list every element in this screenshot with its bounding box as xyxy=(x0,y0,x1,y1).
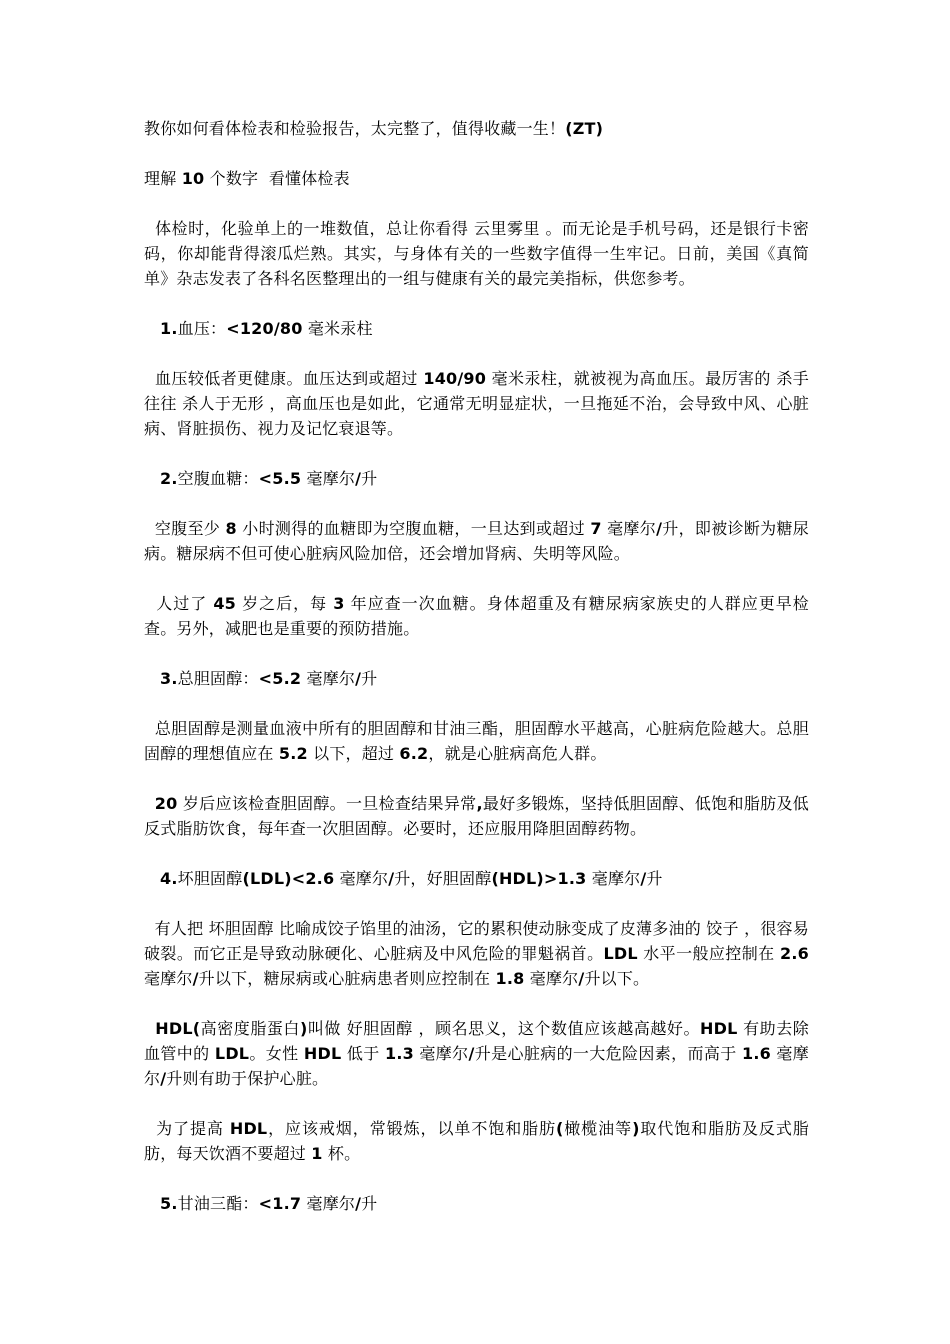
section-3-paragraph-1 xyxy=(144,716,809,766)
section-4-paragraph-3 xyxy=(144,1116,809,1166)
text-run: 毫摩尔 xyxy=(524,969,579,988)
text-run: 升以下。 xyxy=(584,969,650,988)
section-4-paragraph-1 xyxy=(144,916,815,991)
heading-unit: 毫摩尔 xyxy=(301,669,356,688)
text-run: 毫米汞柱，就被视为高血压。最厉害的 杀手 往往 杀人于无形 ，高血压也是如此，它通常无明显症状，一旦拖延不治，会导致中风、心脏病、肾脏损伤、视力及记忆衰退等。 xyxy=(144,369,815,438)
section-number: 1. xyxy=(160,319,178,338)
text-run: 毫摩尔 xyxy=(144,1044,809,1088)
text-run: 血压较低者更健康。血压达到或超过 xyxy=(144,369,424,388)
text-run: 最好多锻炼，坚持低胆固醇、低饱和脂肪及低反式脂肪饮食，每年查一次胆固醇。必要时，还应服用降胆固醇药物。 xyxy=(144,794,809,838)
text-run: 毫摩尔 xyxy=(144,944,815,988)
text-run: 杯。 xyxy=(322,1144,361,1163)
text-run xyxy=(144,794,155,813)
text-run: 橄榄油等 xyxy=(563,1119,633,1138)
section-1-heading xyxy=(144,316,809,341)
document-title xyxy=(144,116,809,141)
value-run: 3 xyxy=(333,594,345,613)
intro-paragraph: 体检时，化验单上的一堆数值，总让你看得 云里雾里 。而无论是手机号码，还是银行卡密码，你却能背得滚瓜烂熟。其实，与身体有关的一些数字值得一生牢记。日前，美国《真简单》杂志发表了各科名医整理出的一组与健康有关的最完美指标，供您参考。 xyxy=(144,219,810,288)
section-number: 5. xyxy=(160,1194,178,1213)
section-5-heading xyxy=(144,1191,809,1216)
title-text: 教你如何看体检表和检验报告，太完整了，值得收藏一生！ xyxy=(144,119,566,138)
value-run: LDL xyxy=(214,1044,250,1063)
slash: / xyxy=(192,969,199,988)
slash: / xyxy=(578,969,585,988)
slash: / xyxy=(355,669,362,688)
text-run: 年应查一次血糖。身体超重及有糖尿病家族史的人群应更早检查。另外，减肥也是重要的预防措施。 xyxy=(144,594,810,638)
heading-text: 升，好胆固醇 xyxy=(394,869,492,888)
value-run: 1.8 xyxy=(495,969,525,988)
value-run: HDL xyxy=(229,1119,268,1138)
value-run: 2.6 xyxy=(780,944,809,963)
section-3-heading xyxy=(144,666,809,691)
subtitle-part: 理解 xyxy=(144,169,182,188)
heading-value: (LDL)<2.6 xyxy=(242,869,335,888)
section-3-paragraph-2 xyxy=(144,791,809,841)
section-2-paragraph-2 xyxy=(144,591,809,641)
heading-value: <5.2 xyxy=(258,669,302,688)
value-run: 6.2 xyxy=(399,744,429,763)
heading-value: (HDL)>1.3 xyxy=(491,869,587,888)
text-run: 空腹至少 xyxy=(144,519,226,538)
value-run: HDL xyxy=(700,1019,738,1038)
document-subtitle xyxy=(144,166,809,191)
section-number: 2. xyxy=(160,469,178,488)
heading-unit: 升 xyxy=(361,669,378,688)
slash: / xyxy=(355,469,362,488)
text-run: 毫摩尔 xyxy=(413,1044,469,1063)
title-suffix: (ZT) xyxy=(565,119,604,138)
heading-unit: 毫摩尔 xyxy=(334,869,389,888)
value-run: ) xyxy=(300,1019,308,1038)
heading-unit: 毫摩尔 xyxy=(301,1194,356,1213)
text-run: 升是心脏病的一大危险因素，而高于 xyxy=(474,1044,743,1063)
text-run: 为了提高 xyxy=(144,1119,230,1138)
slash: / xyxy=(355,1194,362,1213)
heading-value: <1.7 xyxy=(258,1194,302,1213)
slash: / xyxy=(160,1069,167,1088)
heading-text: 总胆固醇： xyxy=(177,669,259,688)
text-run: 高密度脂蛋白 xyxy=(200,1019,300,1038)
paren: ) xyxy=(632,1119,640,1138)
text-run: 升则有助于保护心脏。 xyxy=(166,1069,329,1088)
section-number: 3. xyxy=(160,669,178,688)
section-2-paragraph-1 xyxy=(144,516,809,566)
text-run: 以下，超过 xyxy=(307,744,400,763)
slash: / xyxy=(388,869,395,888)
text-run: 升，即被诊断为糖尿病。糖尿病不但可使心脏病风险加倍，还会增加肾病、失明等风险。 xyxy=(144,519,809,563)
section-4-heading xyxy=(144,866,809,891)
subtitle-number: 10 xyxy=(181,169,205,188)
text-run: 取代饱和脂肪及反式脂肪，每天饮酒不要超过 xyxy=(144,1119,809,1163)
heading-unit: 升 xyxy=(361,1194,378,1213)
text-run: 毫摩尔 xyxy=(601,519,657,538)
subtitle-part: 个数字 看懂体检表 xyxy=(204,169,350,188)
text-run: ，就是心脏病高危人群。 xyxy=(428,744,607,763)
text-run: 低于 xyxy=(341,1044,386,1063)
text-run xyxy=(144,1019,155,1038)
text-run: 岁后应该检查胆固醇。一旦检查结果异常 xyxy=(177,794,477,813)
value-run: 20 xyxy=(154,794,178,813)
heading-unit: 毫摩尔 xyxy=(586,869,641,888)
slash: / xyxy=(640,869,647,888)
value-run: 1.6 xyxy=(742,1044,771,1063)
heading-unit: 毫米汞柱 xyxy=(302,319,373,338)
text-run: 有助去除血管中的 xyxy=(144,1019,810,1063)
text-run: 岁之后，每 xyxy=(235,594,334,613)
value-run: LDL xyxy=(603,944,638,963)
text-run: 水平一般应控制在 xyxy=(637,944,781,963)
value-run: 140/90 xyxy=(423,369,487,388)
heading-unit: 升 xyxy=(646,869,663,888)
heading-text: 血压： xyxy=(177,319,227,338)
heading-text: 甘油三酯： xyxy=(177,1194,259,1213)
section-number: 4. xyxy=(160,869,178,888)
document-page xyxy=(144,116,815,1216)
text-run: 升以下，糖尿病或心脏病患者则应控制在 xyxy=(198,969,496,988)
value-run: 5.2 xyxy=(278,744,308,763)
value-run: 1.3 xyxy=(385,1044,414,1063)
value-run: 8 xyxy=(225,519,237,538)
value-run: 7 xyxy=(590,519,602,538)
section-2-heading xyxy=(144,466,809,491)
text-run: ，应该戒烟，常锻炼，以单不饱和脂肪 xyxy=(267,1119,557,1138)
text-run: 总胆固醇是测量血液中所有的胆固醇和甘油三酯，胆固醇水平越高，心脏病危险越大。总胆固醇的理想值应在 xyxy=(144,719,809,763)
text-run: 叫做 好胆固醇 ，顾名思义，这个数值应该越高越好。 xyxy=(307,1019,701,1038)
heading-unit: 毫摩尔 xyxy=(301,469,356,488)
heading-text: 坏胆固醇 xyxy=(177,869,243,888)
heading-value: <5.5 xyxy=(258,469,302,488)
section-4-paragraph-2 xyxy=(144,1016,809,1091)
text-run: 有人把 坏胆固醇 比喻成饺子馅里的油汤，它的累积使动脉变成了皮薄多油的 饺子 ，很容易破裂。而它正是导致动脉硬化、心脏病及中风危险的罪魁祸首。 xyxy=(144,919,809,963)
heading-unit: 升 xyxy=(361,469,378,488)
text-run: 人过了 xyxy=(144,594,214,613)
value-run: 1 xyxy=(311,1144,323,1163)
value-run: HDL( xyxy=(155,1019,201,1038)
heading-text: 空腹血糖： xyxy=(177,469,259,488)
comma: , xyxy=(476,794,483,813)
value-run: 45 xyxy=(213,594,236,613)
text-run: 小时测得的血糖即为空腹血糖，一旦达到或超过 xyxy=(236,519,591,538)
heading-value: <120/80 xyxy=(226,319,303,338)
text-run: 。女性 xyxy=(249,1044,304,1063)
slash: / xyxy=(656,519,663,538)
section-1-paragraph xyxy=(144,366,815,441)
value-run: HDL xyxy=(303,1044,342,1063)
paren: ( xyxy=(556,1119,564,1138)
slash: / xyxy=(468,1044,475,1063)
